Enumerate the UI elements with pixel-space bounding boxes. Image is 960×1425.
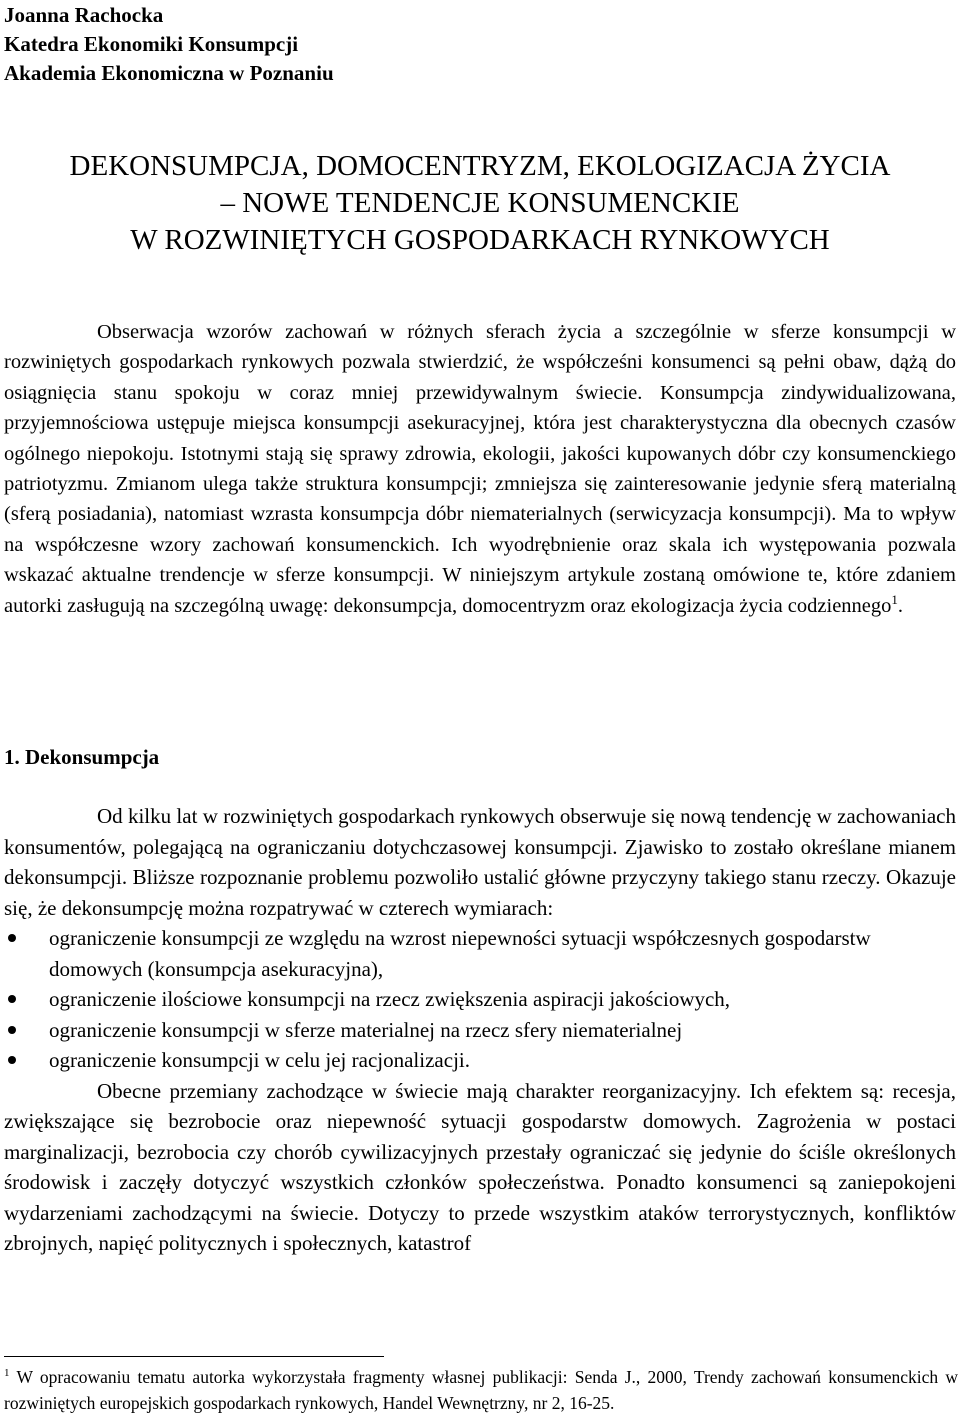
section-body bbox=[4, 801, 956, 1259]
abstract bbox=[4, 317, 956, 621]
bullet-icon bbox=[8, 995, 16, 1003]
title-line-2: – NOWE TENDENCJE KONSUMENCKIE bbox=[220, 187, 740, 219]
title-line-3: W ROZWINIĘTYCH GOSPODARKACH RYNKOWYCH bbox=[130, 224, 830, 256]
author-institution: Akademia Ekonomiczna w Poznaniu bbox=[4, 61, 334, 85]
list-item bbox=[4, 1015, 956, 1046]
list-item bbox=[4, 984, 956, 1015]
abstract-text: Obserwacja wzorów zachowań w różnych sferach życia a szczególnie w sferze konsumpcji w rozwiniętych gospodarkach rynkowych pozwala stwierdzić, że współcześni konsumenci są pełni obaw, dążą do osiągnięcia stanu spokoju w coraz mniej przewidywalnym świecie. Konsumpcja zindywidualizowana, przyjemnościowa ustępuje miejsca konsumpcji asekuracyjnej, która jest charakterystyczna dla obecnych czasów ogólnego niepokoju. Istotnymi stają się sprawy zdrowia, ekologii, jakości kupowanych dóbr czy konsumenckiego patriotyzmu. Zmianom ulega także struktura konsumpcji; zmniejsza się zainteresowanie jedynie sferą materialną (sferą posiadania), natomiast wzrasta konsumpcja dóbr niematerialnych (serwicyzacja konsumpcji). Ma to wpływ na współczesne wzory zachowań konsumenckich. Ich wyodrębnienie oraz skala ich występowania pozwala wskazać aktualne trendencje w sferze konsumpcji. W niniejszym artykule zostaną omówione te, które zdaniem autorki zasługują na szczególną uwagę: dekonsumpcja, domocentryzm oraz ekologizacja życia codziennego bbox=[4, 321, 956, 617]
paragraph-second: Obecne przemiany zachodzące w świecie mają charakter reorganizacyjny. Ich efektem są: recesja, zwiększające się bezrobocie oraz niepewność sytuacji gospodarstw domowych. Zagrożenia w postaci marginalizacji, bezrobocia czy chorób cywilizacyjnych przestały ograniczać się jedynie do ściśle określonych środowisk i zaczęły dotyczyć wszystkich członków społeczeństwa. Ponadto konsumenci są zaniepokojeni wydarzeniami zachodzącymi na świecie. Dotyczy to przede wszystkim ataków terrorystycznych, konfliktów zbrojnych, napięć politycznych i społecznych, katastrof bbox=[4, 1078, 956, 1255]
paper-title bbox=[0, 148, 960, 259]
footnote-reference: 1 bbox=[891, 591, 898, 607]
author-department: Katedra Ekonomiki Konsumpcji bbox=[4, 32, 299, 56]
footnote bbox=[4, 1364, 958, 1416]
footnote-divider bbox=[4, 1356, 384, 1357]
paragraph-intro: Od kilku lat w rozwiniętych gospodarkach rynkowych obserwuje się nową tendencję w zachowaniach konsumentów, polegającą na ograniczaniu dotychczasowej konsumpcji. Zjawisko to zostało określane mianem dekonsumpcji. Bliższe rozpoznanie problemu pozwoliło ustalić główne przyczyny takiego stanu rzeczy. Okazuje się, że dekonsumpcję można rozpatrywać w czterech wymiarach: bbox=[4, 804, 956, 920]
list-item bbox=[4, 1045, 956, 1076]
list-item-text: ograniczenie konsumpcji w sferze materialnej na rzecz sfery niematerialnej bbox=[49, 1017, 683, 1042]
list-item-text: ograniczenie ilościowe konsumpcji na rzecz zwiększenia aspiracji jakościowych, bbox=[49, 987, 731, 1011]
list-item-text: ograniczenie konsumpcji ze względu na wzrost niepewności sytuacji współczesnych gospodarstw domowych (konsumpcja asekuracyjna), bbox=[49, 926, 871, 981]
title-line-1: DEKONSUMPCJA, DOMOCENTRYZM, EKOLOGIZACJA ŻYCIA bbox=[69, 150, 891, 182]
section-heading: 1. Dekonsumpcja bbox=[4, 745, 160, 769]
footnote-number: 1 bbox=[4, 1367, 10, 1380]
footnote-text: W opracowaniu tematu autorka wykorzystała fragmenty własnej publikacji: Senda J., 2000, Trendy zachowań konsumenckich w rozwiniętych europejskich gospodarkach rynkowych, Handel Wewnętrzny, nr 2, 16-25. bbox=[4, 1367, 959, 1413]
author-block bbox=[4, 1, 334, 88]
bullet-icon bbox=[8, 1056, 16, 1064]
bullet-icon bbox=[8, 934, 16, 942]
bullet-icon bbox=[8, 1026, 16, 1034]
list-item bbox=[4, 923, 956, 984]
list-item-text: ograniczenie konsumpcji w celu jej racjonalizacji. bbox=[49, 1048, 470, 1072]
author-name: Joanna Rachocka bbox=[4, 3, 164, 27]
bullet-list bbox=[4, 923, 956, 1076]
abstract-end: . bbox=[897, 594, 904, 617]
